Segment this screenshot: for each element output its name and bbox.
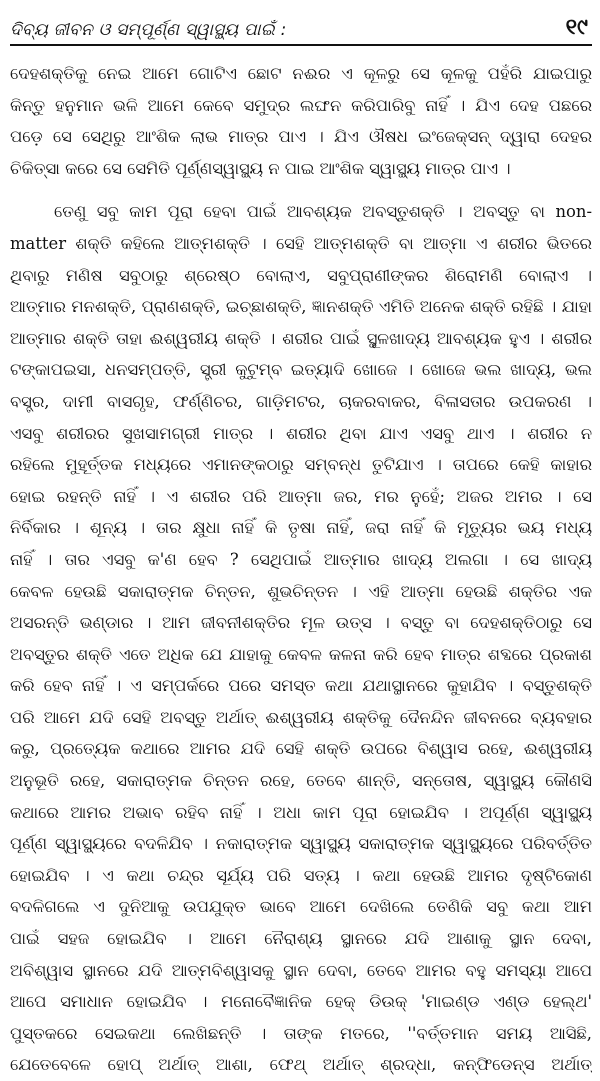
text-line: ଥିବାରୁ ମଣିଷ ସବୁଠାରୁ ଶ୍ରେଷ୍ଠ ବୋଲାଏ, ସବୁପ୍ରାଣୀଙ୍କର ଶିରୋମଣି ବୋଲାଏ । <box>10 265 592 285</box>
text-line: ନିର୍ବିକାର । ଶୂନ୍ୟ । ତାର କ୍ଷୁଧା ନାହିଁ କି ତୃଷା ନାହିଁ, ଜରା ନାହିଁ କି ମୃତ୍ୟୁର ଭୟ ମଧ୍ୟ <box>10 518 592 538</box>
text-line: କେବଳ ହେଉଛି ସକାରାତ୍ମକ ଚିନ୍ତନ, ଶୁଭଚିନ୍ତନ । ଏହି ଆତ୍ମା ହେଉଛି ଶକ୍ତିର ଏକ <box>10 581 592 601</box>
text-line: ଅବସ୍ତୁର ଶକ୍ତି ଏତେ ଅଧିକ ଯେ ଯାହାକୁ କେବଳ କଳନା କରି ହେବ ମାତ୍ର ଶବ୍ଦରେ ପ୍ରକାଶ <box>10 644 592 664</box>
text-line: ନାହିଁ । ତାର ଏସବୁ କ'ଣ ହେବ ? ସେଥିପାଇଁ ଆତ୍ମାର ଖାଦ୍ୟ ଅଲଗା । ସେ ଖାଦ୍ୟ <box>10 549 592 569</box>
body-text <box>10 58 592 1081</box>
text-line: ପୁସ୍ତକରେ ସେଇକଥା ଲେଖିଛନ୍ତି । ତାଙ୍କ ମତରେ, ''ବର୍ତ୍ତମାନ ସମୟ ଆସିଛି, <box>10 1023 592 1043</box>
text-line: ଆତ୍ମାର ମନଶକ୍ତି, ପ୍ରାଣଶକ୍ତି, ଇଚ୍ଛାଶକ୍ତି, ଜ୍ଞାନଶକ୍ତି ଏମିତି ଅନେକ ଶକ୍ତି ରହିଛି । ଯାହା <box>10 297 592 317</box>
text-line: matter ଶକ୍ତି କହିଲେ ଆତ୍ମଶକ୍ତି । ସେହି ଆତ୍ମଶକ୍ତି ବା ଆତ୍ମା ଏ ଶରୀର ଭିତରେ <box>10 233 592 253</box>
text-line: କିନ୍ତୁ ହନୁମାନ ଭଳି ଆମେ କେବେ ସମୁଦ୍ର ଲଙ୍ଘନ କରିପାରିବୁ ନାହିଁ । ଯିଏ ଦେହ ପଛରେ <box>10 95 592 115</box>
text-line: ଅସରନ୍ତି ଭଣ୍ଡାର । ଆମ ଜୀବନୀଶକ୍ତିର ମୂଳ ଉତ୍ସ । ବସ୍ତୁ ବା ଦେହଶକ୍ତିଠାରୁ ସେ <box>10 613 592 633</box>
text-line: ଟଙ୍କାପଇସା, ଧନସମ୍ପତ୍ତି, ସ୍ତ୍ରୀ କୁଟୁମ୍ବ ଇତ୍ୟାଦି ଖୋଜେ । ଖୋଜେ ଭଲ ଖାଦ୍ୟ, ଭଲ <box>10 360 592 380</box>
text-line: ବସ୍ତ୍ର, ଦାମୀ ବାସଗୃହ, ଫର୍ଣ୍ଣିଚର, ଗାଡ଼ିମଟର, ଚାକରବାକର, ବିଳାସତାର ଉପକରଣ । <box>10 391 592 411</box>
text-line: ଅବିଶ୍ୱାସ ସ୍ଥାନରେ ଯଦି ଆତ୍ମବିଶ୍ୱାସକୁ ସ୍ଥାନ ଦେବା, ତେବେ ଆମର ବହୁ ସମସ୍ୟା ଆପେ <box>10 960 592 980</box>
paragraph-2 <box>10 196 592 1081</box>
header-rule <box>10 44 592 46</box>
text-line: ଚିକିତ୍ସା କରେ ସେ ସେମିତି ପୂର୍ଣ୍ଣସ୍ୱାସ୍ଥ୍ୟ ନ ପାଇ ଆଂଶିକ ସ୍ୱାସ୍ଥ୍ୟ ମାତ୍ର ପାଏ । <box>10 158 511 178</box>
text-line: ବଦଳିଗଲେ ଏ ଦୁନିଆକୁ ଉପଯୁକ୍ତ ଭାବେ ଆମେ ଦେଖିଲେ ତେଣିକି ସବୁ କଥା ଆମ <box>10 897 592 917</box>
paragraph-gap <box>10 184 592 196</box>
text-line: ଯେତେବେଳେ ହୋପ୍ ଅର୍ଥାତ୍ ଆଶା, ଫେଥ୍ ଅର୍ଥାତ୍ ଶ୍ରଦ୍ଧା, କନ୍‌ଫିଡେନ୍ସ ଅର୍ଥାତ୍ <box>10 1055 592 1075</box>
text-line: ପଡ଼େ ସେ ସେଥିରୁ ଆଂଶିକ ଲାଭ ମାତ୍ର ପାଏ । ଯିଏ ଔଷଧ ଇଂଜେକ୍ସନ୍ ଦ୍ୱାରା ଦେହର <box>10 127 592 147</box>
text-line: ରହିଲେ ମୁହୂର୍ତ୍ତକ ମଧ୍ୟରେ ଏମାନଙ୍କଠାରୁ ସମ୍ବନ୍ଧ ତୁଟିଯାଏ । ତାପରେ କେହି କାହାର <box>10 455 592 475</box>
text-line: ଆପେ ସମାଧାନ ହୋଇଯିବ । ମନୋବୈଜ୍ଞାନିକ ହେକ୍ ଡିଉକ୍ 'ମାଇଣ୍ଡ ଏଣ୍ଡ ହେଲ୍‌ଥ' <box>10 992 592 1012</box>
text-line: ଆତ୍ମାର ଶକ୍ତି ତାହା ଈଶ୍ୱରୀୟ ଶକ୍ତି । ଶରୀର ପାଇଁ ସ୍ଥୂଳଖାଦ୍ୟ ଆବଶ୍ୟକ ହୁଏ । ଶରୀର <box>10 328 592 348</box>
text-line: ଅନୁଭୂତି ରହେ, ସକାରାତ୍ମକ ଚିନ୍ତନ ରହେ, ତେବେ ଶାନ୍ତି, ସନ୍ତୋଷ, ସ୍ୱାସ୍ଥ୍ୟ କୌଣସି <box>10 771 592 791</box>
text-line: କଥାରେ ଆମର ଅଭାବ ରହିବ ନାହିଁ । ଅଧା କାମ ପୂରା ହୋଇଯିବ । ଅପୂର୍ଣ୍ଣ ସ୍ୱାସ୍ଥ୍ୟ <box>10 802 592 822</box>
text-line: କରୁ, ପ୍ରତ୍ୟେକ କଥାରେ ଆମର ଯଦି ସେହି ଶକ୍ତି ଉପରେ ବିଶ୍ୱାସ ରହେ, ଈଶ୍ୱରୀୟ <box>10 739 592 759</box>
text-line: ଏସବୁ ଶରୀରର ସୁଖସାମଗ୍ରୀ ମାତ୍ର । ଶରୀର ଥିବା ଯାଏ ଏସବୁ ଥାଏ । ଶରୀର ନ <box>10 423 592 443</box>
text-line: ଦେହଶକ୍ତିକୁ ନେଇ ଆମେ ଗୋଟିଏ ଛୋଟ ନଈର ଏ କୂଳରୁ ସେ କୂଳକୁ ପହଁରି ଯାଇପାରୁ <box>10 64 592 83</box>
text-line: ହୋଇଯିବ । ଏ କଥା ଚନ୍ଦ୍ର ସୂର୍ଯ୍ୟ ପରି ସତ୍ୟ । କଥା ହେଉଛି ଆମର ଦୃଷ୍ଟିକୋଣ <box>10 865 592 885</box>
text-line: ହୋଇ ରହନ୍ତି ନାହିଁ । ଏ ଶରୀର ପରି ଆତ୍ମା ଜର, ମର ନୁହେଁ; ଅଜର ଅମର । ସେ <box>10 486 592 506</box>
text-line: ପୂର୍ଣ୍ଣ ସ୍ୱାସ୍ଥ୍ୟରେ ବଦଳିଯିବ । ନକାରାତ୍ମକ ସ୍ୱାସ୍ଥ୍ୟ ସକାରାତ୍ମକ ସ୍ୱାସ୍ଥ୍ୟରେ ପରିବର୍ତ୍ତିତ <box>10 834 592 854</box>
text-line: ତେଣୁ ସବୁ କାମ ପୂରା ହେବା ପାଇଁ ଆବଶ୍ୟକ ଅବସ୍ତୁଶକ୍ତି । ଅବସ୍ତୁ ବା non- <box>54 202 592 222</box>
running-header <box>10 0 592 40</box>
text-line: ପାଇଁ ସହଜ ହୋଇଯିବ । ଆମେ ନୈରାଶ୍ୟ ସ୍ଥାନରେ ଯଦି ଆଶାକୁ ସ୍ଥାନ ଦେବା, <box>10 929 592 949</box>
running-title: ଦିବ୍ୟ ଜୀବନ ଓ ସମ୍ପୂର୍ଣ୍ଣ ସ୍ୱାସ୍ଥ୍ୟ ପାଇଁ : <box>10 20 287 40</box>
text-line: ପରି ଆମେ ଯଦି ସେହି ଅବସ୍ତୁ ଅର୍ଥାତ୍ ଈଶ୍ୱରୀୟ ଶକ୍ତିକୁ ଦୈନନ୍ଦିନ ଜୀବନରେ ବ୍ୟବହାର <box>10 707 592 727</box>
page-number: ୧୯ <box>565 15 588 40</box>
text-line: କରି ହେବ ନାହିଁ । ଏ ସମ୍ପର୍କରେ ପରେ ସମସ୍ତ କଥା ଯଥାସ୍ଥାନରେ କୁହାଯିବ । ବସ୍ତୁଶକ୍ତି <box>10 676 592 696</box>
paragraph-1 <box>10 58 592 184</box>
